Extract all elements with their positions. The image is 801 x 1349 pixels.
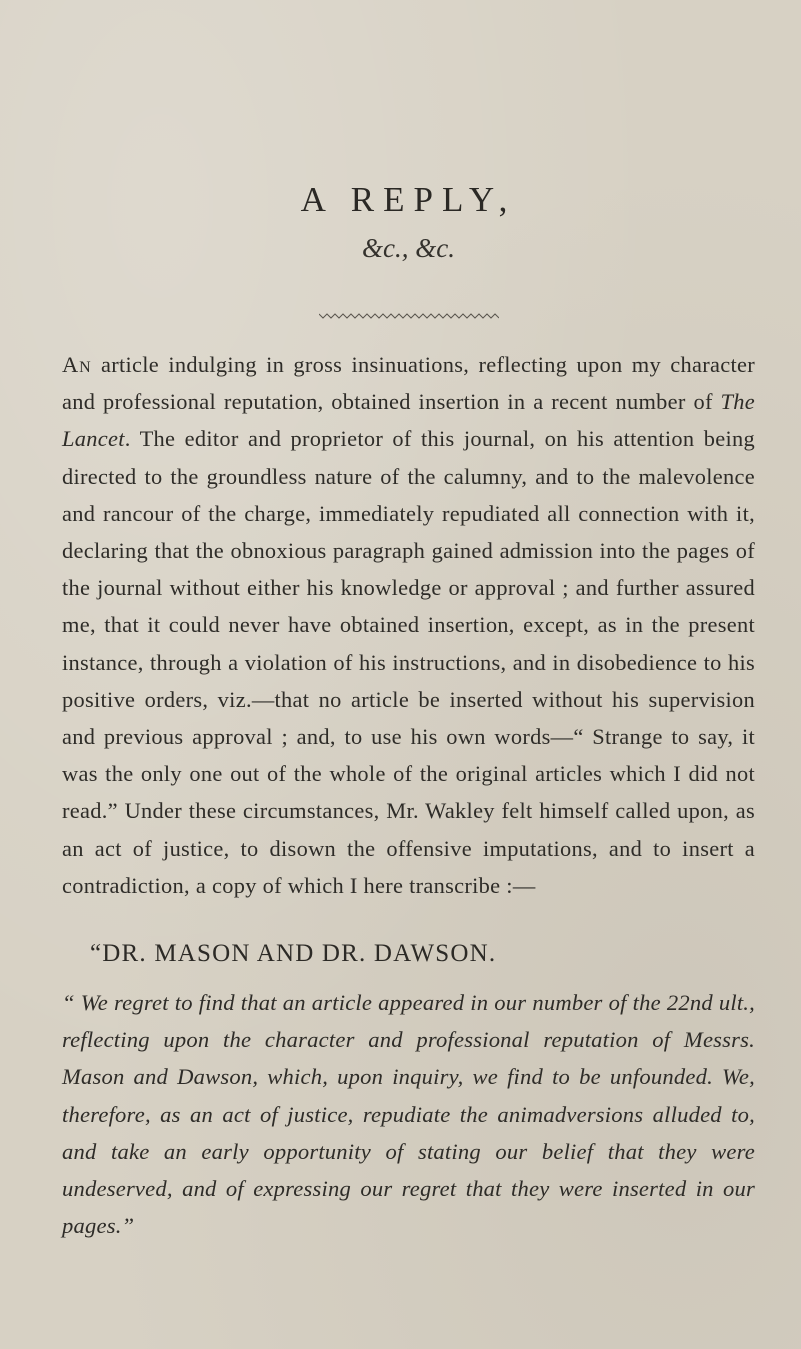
quoted-notice-heading: “DR. MASON AND DR. DAWSON. [90,940,497,968]
page-subtitle: &c., &c. [362,233,455,263]
paragraph-text-part-1: article indulging in gross insinuations, reflecting upon my character and professional reputation, obtained insertion in a recent number of [62,352,755,415]
intro-paragraph [62,346,755,904]
journal-name: The Lancet [62,389,755,452]
quoted-notice-text: “ We regret to find that an article appeared in our number of the 22nd ult., reflecting upon the character and professional reputation of Messrs. Mason and Dawson, which, upon inquiry, we find to be unfounded. We, therefore, as an act of justice, repudiate the animadversions alluded to, and take an early opportunity of stating our belief that they were undeserved, and of expressing our regret that they were inserted in our pages.” [62,990,755,1239]
zigzag-divider-icon [319,312,499,320]
paragraph-first-word: An [62,352,92,377]
page-title: A REPLY, [300,180,517,219]
paragraph-text-part-2: . The editor and proprietor of this journal, on his attention being directed to the groundless nature of the calumny, and to the malevolence and rancour of the charge, immediately repudiated all connection with it, declaring that the obnoxious paragraph gained admission into the pages of the journal without either his knowledge or approval ; and further assured me, that it could never have obtained insertion, except, as in the present instance, through a violation of his instructions, and in disobedience to his positive orders, viz.—that no article be inserted without his supervision and previous approval ; and, to use his own words—“ Strange to say, it was the only one out of the whole of the original articles which I did not read.” Under these circumstances, Mr. Wakley felt himself called upon, as an act of justice, to disown the offensive imputations, and to insert a contradiction, a copy of which I here transcribe :— [62,426,755,898]
